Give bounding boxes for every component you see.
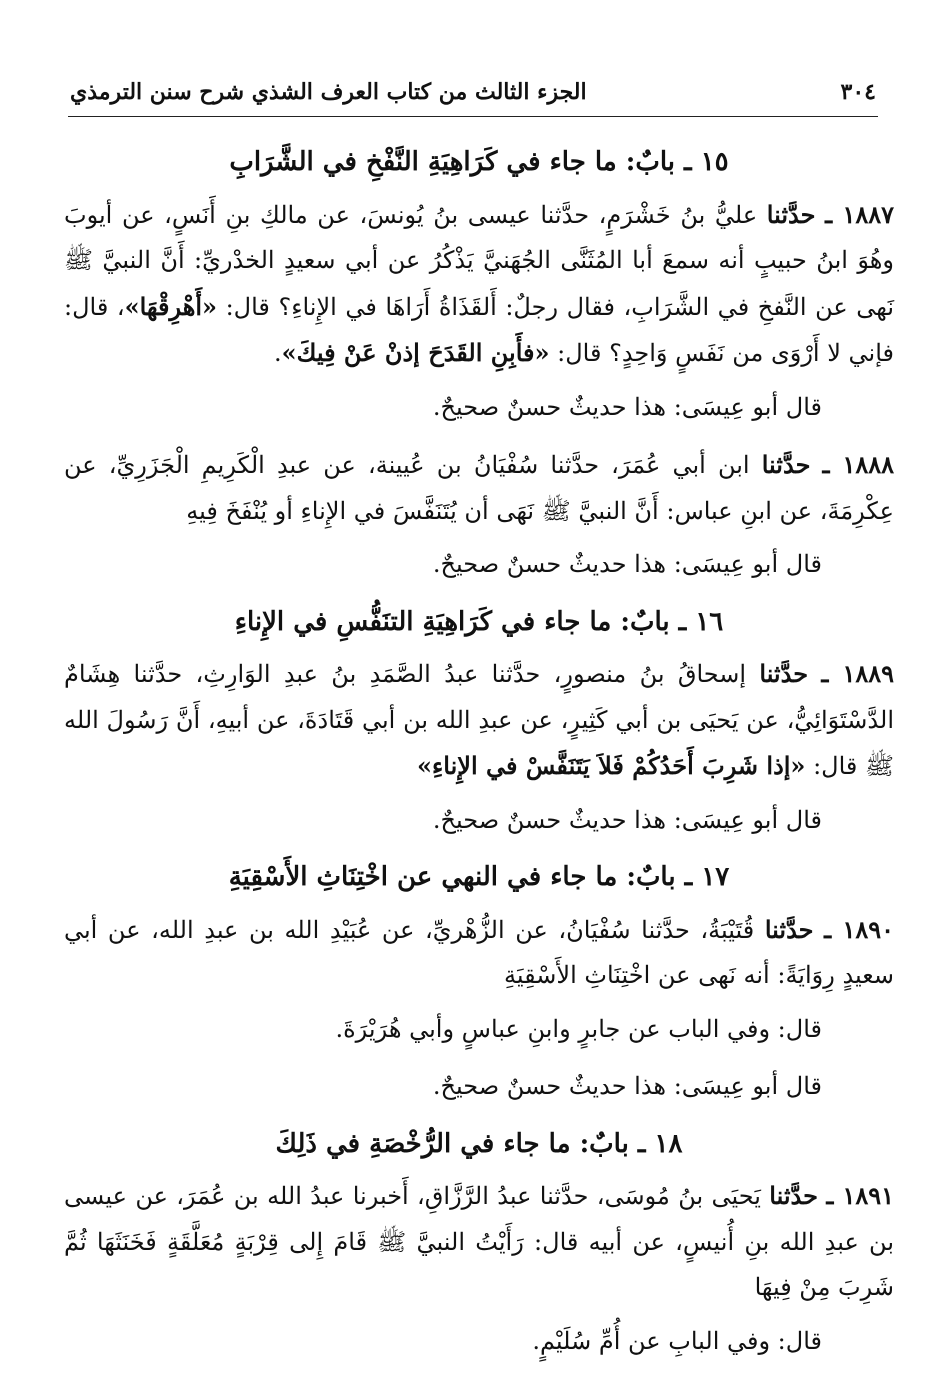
chapter-title-16: ١٦ ـ بابٌ: ما جاء في كَرَاهِيَةِ التنَفُّسِ في الإِناءِ: [234, 606, 724, 637]
chapter-note: قال: وفي الباب عن جابرٍ وابنِ عباسٍ وأبي هُرَيْرَةَ.: [335, 1014, 822, 1043]
chapter-title-17: ١٧ ـ بابٌ: ما جاء في النهي عن اخْتِنَاثِ الأَسْقِيَةِ: [228, 862, 730, 892]
grading-note: قال أبو عِيسَى: هذا حديثٌ حسنٌ صحيحٌ.: [432, 550, 822, 578]
hadith-text: عليُّ بنُ خَشْرَمٍ، حدَّثنا عيسى بنُ يُونسَ، عن مالكِ بنِ أَنَسٍ، عن أيوبَ وهُوَ ابنُ حبيبٍ أنه سمعَ أبا المُثَنَّى الجُهَنيَّ يَذْكُرُ عن أبي سعيدٍ الخدْريِّ: أَنَّ النبيَّ ﷺ نَهى عن النَّفخِ في الشَّرَابِ، فقال رجلٌ: أَلقَذَاةُ أَرَاهَا في الإِناءِ؟ قال:: [64, 200, 894, 321]
running-title: الجزء الثالث من كتاب العرف الشذي شرح سنن الترمذي: [70, 79, 587, 105]
grading-note: قال أبو عِيسَى: هذا حديثٌ حسنٌ صحيحٌ.: [432, 392, 822, 421]
prophetic-quote: «أَهْرِقْهَا»: [124, 291, 218, 321]
hadith-text: ابن أبي عُمَرَ، حدَّثنا سُفْيَانُ بن عُيينة، عن عبدِ الْكَرِيمِ الْجَزَرِيِّ، عن عِكْرِمَةَ، عن ابنِ عباس: أَنَّ النبيَّ ﷺ نَهَى أن يُتَنَفَّسَ في الإِناءِ أو يُنْفَخَ فِيهِ: [64, 451, 894, 525]
hadith-number: ١٨٨٨ ـ: [822, 450, 894, 479]
chapter-note: قال: وفي البابِ عن أُمِّ سُلَيْمٍ.: [532, 1326, 822, 1355]
header-rule: [68, 116, 878, 117]
prophetic-quote: «إذا شَرِبَ أَحَدُكُمْ فَلاَ يَتَنَفَّسْ في الإِناءِ»: [417, 751, 806, 780]
hadith-keyword: حدَّثنا: [764, 914, 814, 944]
hadith-text: إسحاقُ بنُ منصورٍ، حدَّثنا عبدُ الصَّمَدِ بنُ عبدِ الوَارِثِ، حدَّثنا هِشَامٌ الدَّسْتَوَائِيُّ، عن يَحيَى بن أبي كَثِيرٍ، عن عبدِ الله بن أبي قَتَادَةَ، عن أبيهِ، أَنَّ رَسُولَ الله ﷺ قال:: [64, 660, 894, 780]
hadith-1887: [64, 192, 894, 377]
chapter-title-18: ١٨ ـ بابٌ: ما جاء في الرُّخْصَةِ في ذَلِكَ: [275, 1128, 683, 1159]
hadith-end: .: [273, 339, 282, 367]
hadith-1891: [64, 1173, 894, 1311]
hadith-keyword: حدَّثنا: [766, 199, 816, 229]
grading-note: قال أبو عِيسَى: هذا حديثٌ حسنٌ صحيحٌ.: [432, 805, 822, 834]
hadith-number: ١٨٩٠ ـ: [824, 914, 894, 944]
hadith-text: يَحيَى بنُ مُوسَى، حدَّثنا عبدُ الرَّزَّاقِ، أَخبرنا عبدُ الله بن عُمَرَ، عن عيسى بن عبدِ الله بنِ أُنيسٍ، عن أبيه قال: رَأَيْتُ النبيَّ ﷺ قَامَ إِلى قِرْبَةٍ مُعَلَّقَةٍ فَخَنَثَهَا ثُمَّ شَرِبَ مِنْ فِيهَا: [64, 1182, 894, 1301]
hadith-1888: [64, 442, 894, 534]
prophetic-quote: «فأَبِنِ القَدَحَ إذنْ عَنْ فِيكَ»: [281, 338, 550, 367]
hadith-text-continued: ، قال: فإني لا أَرْوَى من نَفَسٍ وَاحِدٍ؟ قال:: [64, 292, 894, 367]
hadith-text: قُتَيْبَةُ، حدَّثنا سُفْيَانُ، عن الزُّهْريِّ، عن عُبَيْدِ الله بن عبدِ الله، عن أبي سعيدٍ رِوَايَةً: أنه نَهى عن اخْتِنَاثِ الأَسْقِيَةِ: [64, 915, 894, 989]
page-number: ٣٠٤: [840, 79, 876, 105]
page-content: [64, 140, 894, 1376]
hadith-keyword: حدَّثنا: [759, 659, 809, 688]
chapter-title-15: ١٥ ـ بابٌ: ما جاء في كَرَاهِيَةِ النَّفْخِ في الشَّرَابِ: [229, 147, 729, 177]
hadith-1890: [64, 907, 894, 999]
hadith-keyword: حدَّثنا: [761, 450, 811, 479]
hadith-keyword: حدَّثنا: [769, 1181, 818, 1210]
hadith-number: ١٨٨٩ ـ: [821, 659, 895, 688]
hadith-number: ١٨٨٧ ـ: [825, 199, 894, 229]
page-header: [70, 72, 876, 112]
grading-note: قال أبو عِيسَى: هذا حديثٌ حسنٌ صحيحٌ.: [432, 1072, 822, 1100]
hadith-1889: [64, 651, 894, 790]
hadith-number: ١٨٩١ ـ: [826, 1181, 894, 1210]
